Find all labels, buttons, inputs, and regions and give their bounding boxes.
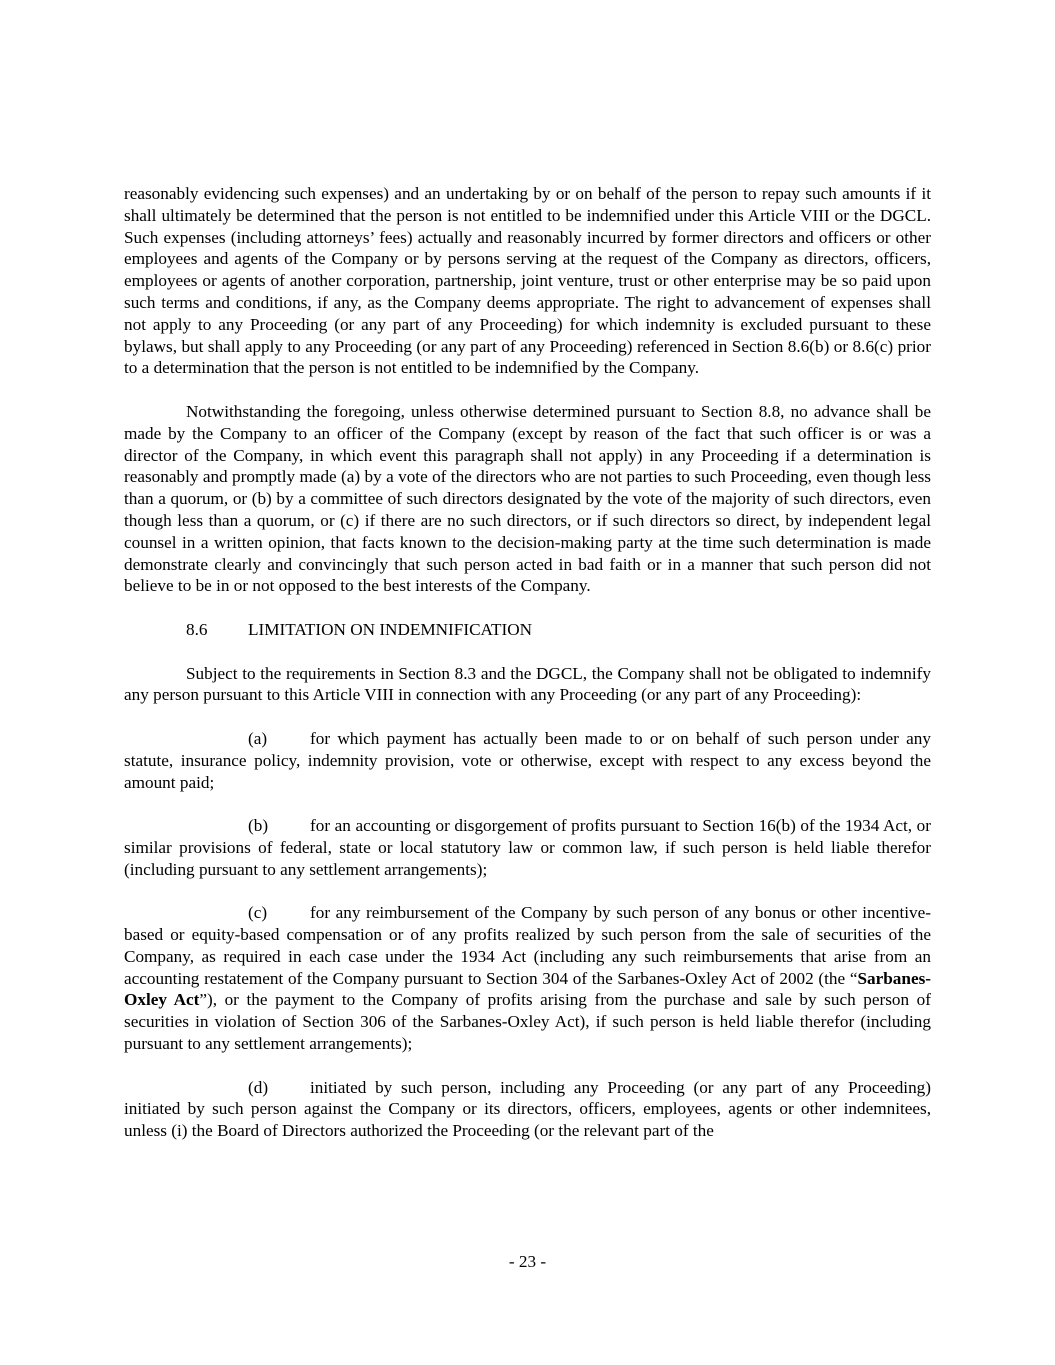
item-d-label: (d) — [248, 1077, 269, 1097]
item-c-label: (c) — [248, 903, 268, 923]
item-c-defined-term: Sarbanes-Oxley Act — [124, 968, 931, 1010]
section-number: 8.6 — [186, 619, 208, 639]
item-a-text: for which payment has actually been made to or on behalf of such person under any statute, insurance policy, indemnity provision, vote or otherwise, except with respect to any excess beyond the amount paid; — [124, 728, 931, 792]
item-d-text: initiated by such person, including any Proceeding (or any part of any Proceeding) initiated by such person against the Company or its directors, officers, employees, agents or other indemnitees, unless (i) the Board of Directors authorized the Proceeding (or the relevant part of the — [124, 1077, 931, 1141]
list-item-a — [124, 728, 931, 793]
paragraph-advance-limitation: Notwithstanding the foregoing, unless otherwise determined pursuant to Section 8.8, no advance shall be made by the Company to an officer of the Company (except by reason of the fact that such officer is or was a director of the Company, in which event this paragraph shall not apply) in any Proceeding if a determination is reasonably and promptly made (a) by a vote of the directors who are not parties to such Proceeding, even though less than a quorum, or (b) by a committee of such directors designated by the vote of the majority of such directors, even though less than a quorum, or (c) if there are no such directors, or if such directors so direct, by independent legal counsel in a written opinion, that facts known to the decision-making party at the time such determination is made demonstrate clearly and convincingly that such person acted in bad faith or in a manner that such person did not believe to be in or not opposed to the best interests of the Company. — [124, 401, 931, 596]
document-page — [124, 183, 931, 1142]
item-c-text-before: for any reimbursement of the Company by such person of any bonus or other incentive-based or equity-based compensation or of any profits realized by such person from the sale of securities of the Company, as required in each case under the 1934 Act (including any such reimbursements that arise from an accounting restatement of the Company pursuant to Section 304 of the Sarbanes-Oxley Act of 2002 (the “ — [124, 903, 931, 988]
section-title: LIMITATION ON INDEMNIFICATION — [248, 619, 533, 639]
item-c-text-after: ”), or the payment to the Company of profits arising from the purchase and sale by such person of securities in violation of Section 306 of the Sarbanes-Oxley Act), if such person is held liable therefor (including pursuant to any settlement arrangements); — [124, 990, 931, 1054]
list-item-d — [124, 1077, 931, 1142]
section-heading — [124, 619, 931, 641]
paragraph-continuation: reasonably evidencing such expenses) and an undertaking by or on behalf of the person to repay such amounts if it shall ultimately be determined that the person is not entitled to be indemnified under this Article VIII or the DGCL. Such expenses (including attorneys’ fees) actually and reasonably incurred by former directors and officers or other employees and agents of the Company or by persons serving at the request of the Company as directors, officers, employees or agents of another corporation, partnership, joint venture, trust or other enterprise may be so paid upon such terms and conditions, if any, as the Company deems appropriate. The right to advancement of expenses shall not apply to any Proceeding (or any part of any Proceeding) for which indemnity is excluded pursuant to these bylaws, but shall apply to any Proceeding (or any part of any Proceeding) referenced in Section 8.6(b) or 8.6(c) prior to a determination that the person is not entitled to be indemnified by the Company. — [124, 184, 931, 378]
item-a-label: (a) — [248, 728, 268, 748]
item-b-text: for an accounting or disgorgement of profits pursuant to Section 16(b) of the 1934 Act, or similar provisions of federal, state or local statutory law or common law, if such person is held liable therefor (including pursuant to any settlement arrangements); — [124, 816, 931, 879]
paragraph-intro: Subject to the requirements in Section 8.3 and the DGCL, the Company shall not be obligated to indemnify any person pursuant to this Article VIII in connection with any Proceeding (or any part of any Proceeding): — [124, 663, 931, 705]
item-b-label: (b) — [248, 816, 269, 836]
list-item-c — [124, 902, 931, 1055]
list-item-b — [124, 815, 931, 880]
page-number: - 23 - — [508, 1252, 547, 1271]
